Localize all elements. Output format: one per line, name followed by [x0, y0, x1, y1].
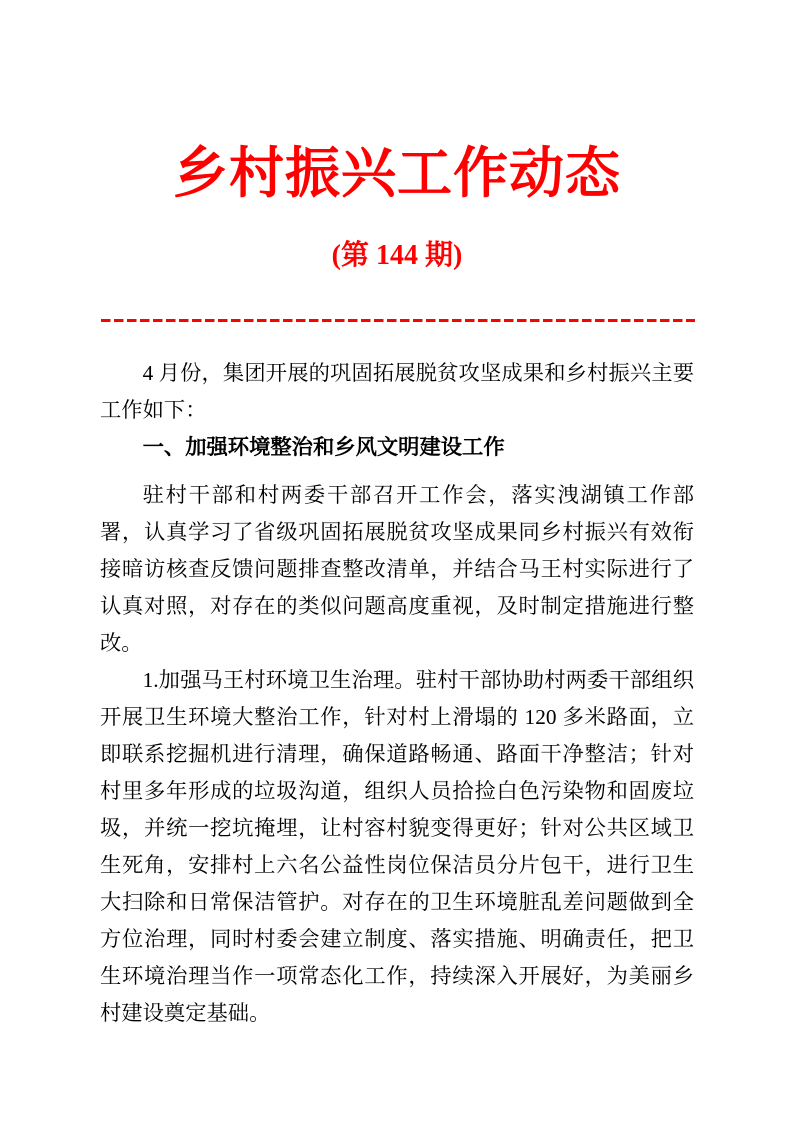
- paragraph-work-meeting: 驻村干部和村两委干部召开工作会，落实洩湖镇工作部署，认真学习了省级巩固拓展脱贫攻坚成果同乡村振兴有效衔接暗访核查反馈问题排查整改清单，并结合马王村实际进行了认真对照，对存在的类似问题高度重视，及时制定措施进行整改。: [100, 483, 694, 655]
- newsletter-title: 乡村振兴工作动态: [172, 143, 621, 204]
- red-dashed-divider: [101, 319, 695, 322]
- section-heading-1: 一、加强环境整治和乡风文明建设工作: [142, 435, 505, 459]
- issue-number: (第 144 期): [331, 240, 463, 271]
- document-body: [100, 355, 694, 1032]
- paragraph-sanitation: 1.加强马王村环境卫生治理。驻村干部协助村两委干部组织开展卫生环境大整治工作，针对村上滑塌的 120 多米路面，立即联系挖掘机进行清理，确保道路畅通、路面干净整洁；针对村里多年形成的垃圾沟道，组织人员拾捡白色污染物和固废垃圾，并统一挖坑掩埋，让村容村貌变得更好；针对公共区域卫生死角，安排村上六名公益性岗位保洁员分片包干，进行卫生大扫除和日常保洁管护。对存在的卫生环境脏乱差问题做到全方位治理，同时村委会建立制度、落实措施、明确责任，把卫生环境治理当作一项常态化工作，持续深入开展好，为美丽乡村建设奠定基础。: [100, 668, 694, 1025]
- intro-paragraph: 4 月份，集团开展的巩固拓展脱贫攻坚成果和乡村振兴主要工作如下：: [100, 361, 694, 422]
